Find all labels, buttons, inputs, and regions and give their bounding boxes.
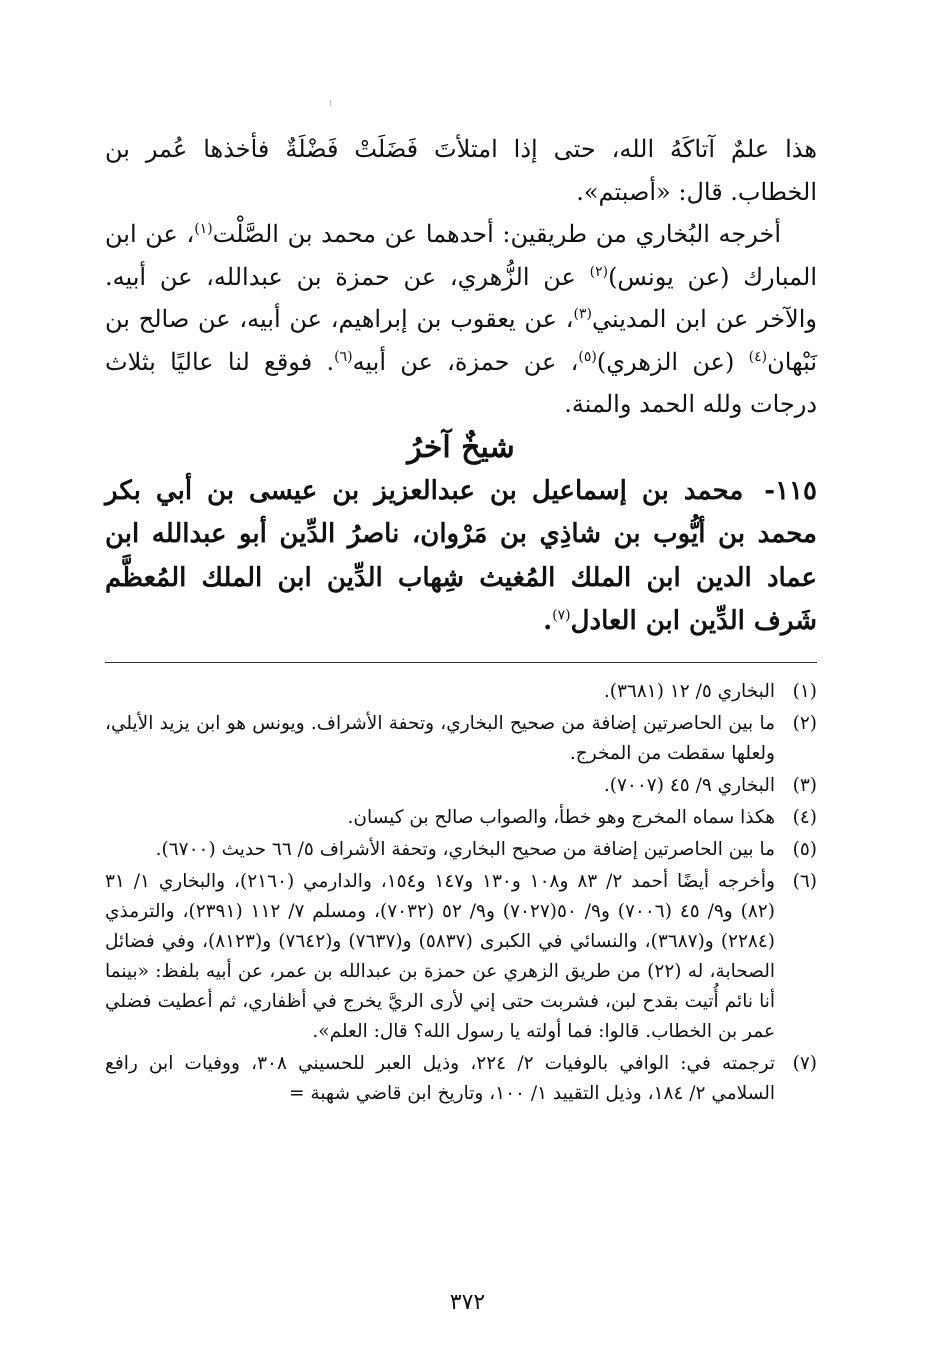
page-number: ٣٧٢ xyxy=(449,1290,486,1315)
entry-end: . xyxy=(543,606,553,636)
footnotes xyxy=(105,677,817,1109)
footnote-ref-6[interactable]: (٦) xyxy=(334,348,353,365)
footnote-number: (٥) xyxy=(792,838,817,860)
footnote-item xyxy=(105,803,817,833)
footnote-number: (٣) xyxy=(792,774,817,796)
footnote-ref-3[interactable]: (٣) xyxy=(573,306,592,322)
footnote-text: البخاري ٩/ ٤٥ (٧٠٠٧). xyxy=(603,774,775,796)
paragraph-2 xyxy=(105,213,817,426)
p2-part-e: (عن الزهري) xyxy=(596,347,749,376)
section-title: شيخٌ آخرُ xyxy=(407,429,515,465)
p2-part-g: . فوقع لنا عاليًا بثلاث درجات ولله الحمد والمنة. xyxy=(105,347,817,418)
footnote-text: هكذا سماه المخرج وهو خطأ، والصواب صالح بن كيسان. xyxy=(347,806,775,828)
footnote-divider xyxy=(105,662,817,663)
p2-part-d: ، عن يعقوب بن إبراهيم، عن أبيه، عن صالح بن نَبْهان xyxy=(105,305,818,376)
p2-part-b: ، عن ابن المبارك (عن يونس) xyxy=(105,220,817,291)
footnote-number: (٦) xyxy=(792,870,817,892)
biography-entry xyxy=(105,470,817,644)
footnote-ref-7[interactable]: (٧) xyxy=(552,607,571,624)
footnote-number: (١) xyxy=(792,680,817,702)
footnote-item xyxy=(105,835,817,865)
footnote-item xyxy=(105,771,817,801)
p2-part-a: أخرجه البُخاري من طريقين: أحدهما عن محمد بن الصَّلْت xyxy=(212,220,781,248)
main-text xyxy=(105,128,817,426)
entry-text: محمد بن إسماعيل بن عبدالعزيز بن عيسى بن أبي بكر محمد بن أيُّوب بن شاذِي بن مَرْوان، ناصرُ الدِّين أبو عبدالله ابن عماد الدين ابن الملك المُغيث شِهاب الدِّين ابن الملك المُعظَّم شَرف الدِّين ابن العادل xyxy=(105,475,817,636)
footnote-text: ما بين الحاصرتين إضافة من صحيح البخاري، وتحفة الأشراف. ويونس هو ابن يزيد الأيلي، ولعلها سقطت من المخرج. xyxy=(105,712,775,764)
footnote-item xyxy=(105,1049,817,1109)
page-content xyxy=(105,128,817,1111)
footnote-number: (٢) xyxy=(792,712,817,734)
footnote-number: (٧) xyxy=(792,1052,817,1074)
entry-number: ١١٥- xyxy=(764,475,817,506)
footnote-ref-2[interactable]: (٢) xyxy=(589,263,609,280)
footnote-item xyxy=(105,709,817,769)
p2-part-f: ، عن حمزة، عن أبيه xyxy=(352,347,579,376)
margin-mark xyxy=(330,100,331,106)
footnote-text: ترجمته في: الوافي بالوفيات ٢/ ٢٢٤، وذيل العبر للحسيني ٣٠٨، ووفيات ابن رافع السلامي ٢/ ١٨٤، وذيل التقييد ١/ ١٠٠، وتاريخ ابن قاضي شهبة = xyxy=(105,1052,775,1104)
footnote-ref-1[interactable]: (١) xyxy=(194,221,213,237)
paragraph-1: هذا علمٌ آتاكَهُ الله، حتى إذا امتلأتَ فَضَلَتْ فَضْلَةٌ فأخذها عُمر بن الخطاب. قال: «أصبتم». xyxy=(105,135,817,206)
footnote-number: (٤) xyxy=(792,806,817,828)
footnote-text: وأخرجه أيضًا أحمد ٢/ ٨٣ و١٠٨ و١٣٠ و١٤٧ و١٥٤، والدارمي (٢١٦٠)، والبخاري ١/ ٣١ (٨٢) و٩/ ٤٥ (٧٠٠٦) و٩/ ٥٠(٧٠٢٧) و٩/ ٥٢ (٧٠٣٢)، ومسلم ٧/ ١١٢ (٢٣٩١)، والترمذي (٢٢٨٤) و(٣٦٨٧)، والنسائي في الكبرى (٥٨٣٧) و(٧٦٣٧) و(٧٦٤٢) و(٨١٢٣)، وفي فضائل الصحابة، له (٢٢) من طريق الزهري عن حمزة بن عبدالله بن عمر، عن أبيه بلفظ: «بينما أنا نائم أُتيت بقدح لبن، فشربت حتى إني لأرى الريَّ يخرج في أظفاري، ثم أعطيت فضلي عمر بن الخطاب. قالوا: فما أولته يا رسول الله؟ قال: العلم». xyxy=(105,870,776,1042)
footnote-ref-5[interactable]: (٥) xyxy=(578,348,597,365)
footnote-text: ما بين الحاصرتين إضافة من صحيح البخاري، وتحفة الأشراف ٥/ ٦٦ حديث (٦٧٠٠). xyxy=(155,838,775,860)
p2-part-c: عن الزُّهري، عن حمزة بن عبدالله، عن أبيه. والآخر عن ابن المديني xyxy=(105,262,817,333)
footnote-ref-4[interactable]: (٤) xyxy=(748,348,768,365)
footnote-text: البخاري ٥/ ١٢ (٣٦٨١). xyxy=(603,680,775,702)
footnote-item xyxy=(105,677,817,707)
footnote-item xyxy=(105,867,817,1047)
